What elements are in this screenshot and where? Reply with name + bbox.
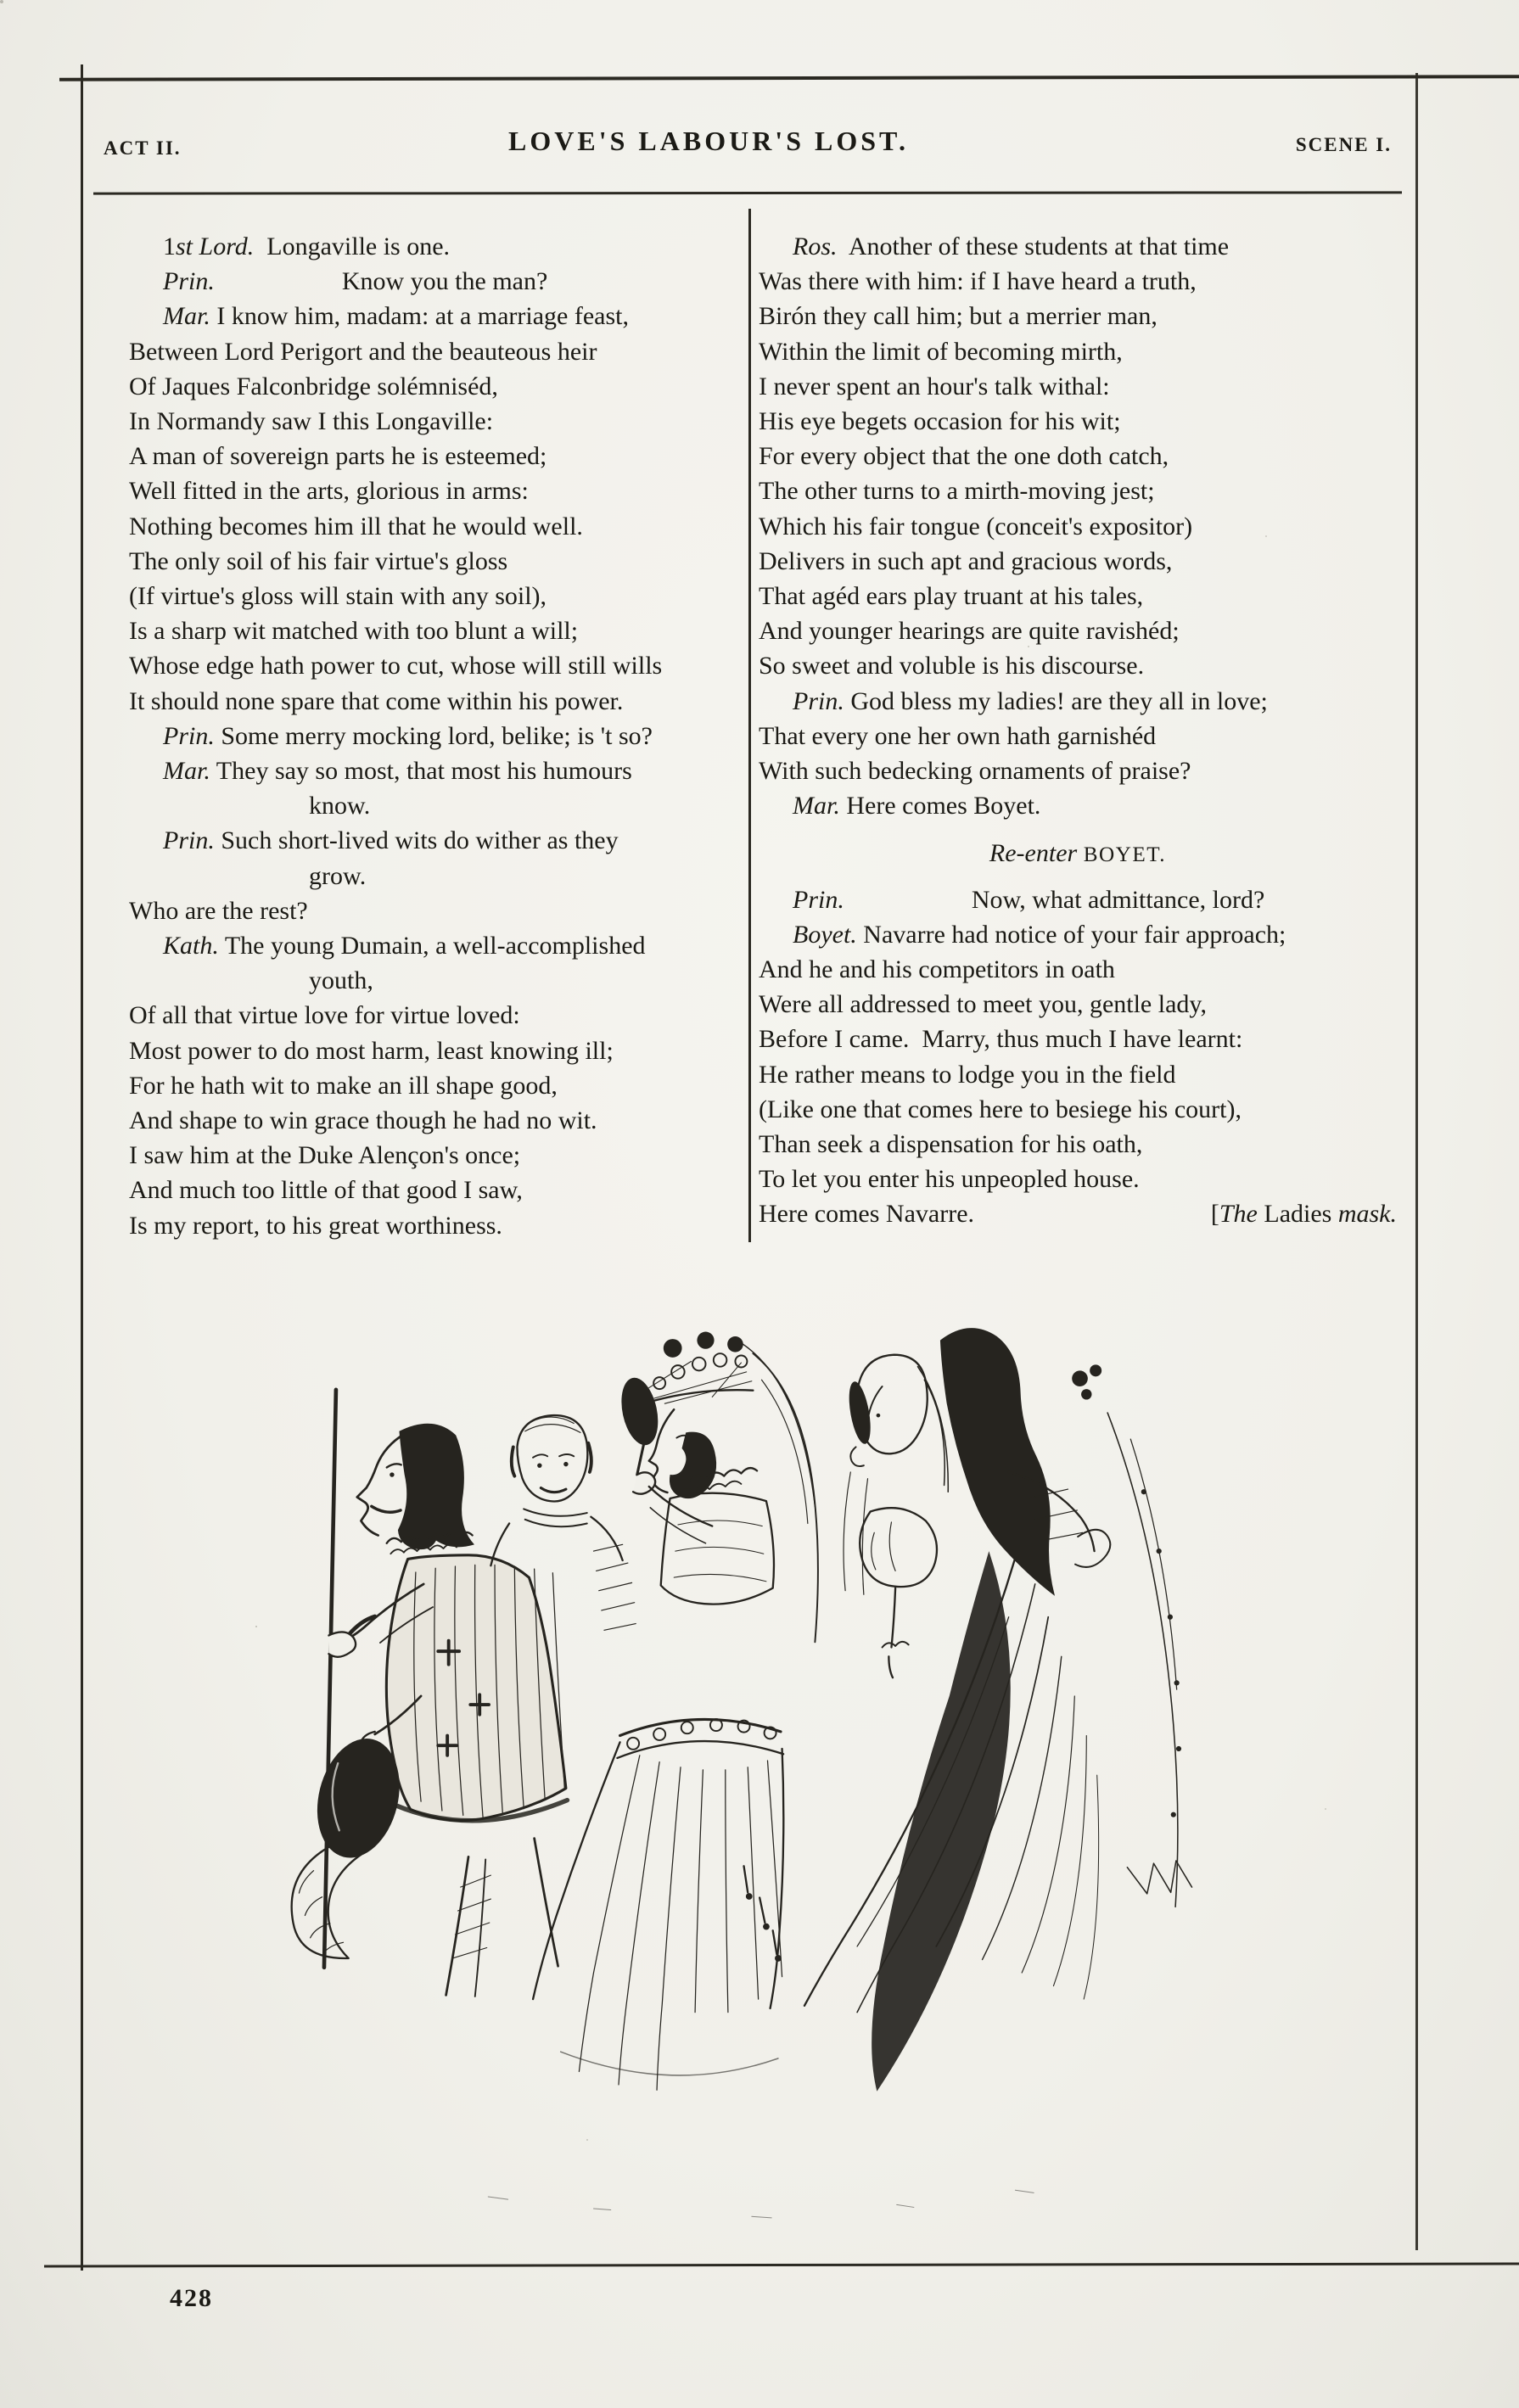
verse-segment: Who are the rest? [129, 896, 308, 925]
verse-segment: Of Jaques Falconbridge solémniséd, [129, 372, 498, 400]
verse-segment: And much too little of that good I saw, [129, 1176, 523, 1205]
verse-segment: The [1219, 1200, 1258, 1229]
verse-segment: That every one her own hath garnishéd [759, 721, 1157, 750]
verse-segment: Prin. [163, 267, 215, 296]
verse-segment: Mar. [163, 302, 210, 331]
verse-line [129, 473, 728, 508]
text-column-left [129, 229, 728, 1243]
verse-segment: youth, [309, 966, 373, 995]
verse-segment: Of all that virtue love for virtue loved: [129, 1001, 520, 1030]
verse-segment: Most power to do most harm, least knowing ill; [129, 1036, 614, 1065]
verse-line [759, 509, 1397, 544]
verse-line [129, 1033, 728, 1068]
verse-segment: Prin. [793, 885, 844, 914]
verse-line [129, 893, 728, 928]
verse-line [129, 334, 728, 369]
verse-segment: Before I came. Marry, thus much I have learnt: [759, 1025, 1243, 1054]
verse-segment: Than seek a dispensation for his oath, [759, 1130, 1143, 1159]
verse-line [759, 404, 1397, 439]
verse-segment: Kath. [163, 932, 219, 960]
verse-line [759, 579, 1397, 613]
verse-line [129, 928, 728, 963]
verse-line [129, 369, 728, 404]
verse-segment: The young Dumain, a well-accomplished [218, 932, 646, 960]
verse-segment: Re-enter [989, 839, 1084, 868]
verse-segment: Birón they call him; but a merrier man, [759, 302, 1157, 331]
verse-segment: Ros. [793, 232, 838, 260]
verse-segment: So sweet and voluble is his discourse. [759, 652, 1145, 680]
verse-line [129, 998, 728, 1033]
verse-line [759, 299, 1397, 333]
verse-segment: I saw him at the Duke Alençon's once; [129, 1141, 521, 1170]
verse-segment: It should none spare that come within his power. [129, 686, 624, 715]
bottom-rule [44, 2262, 1519, 2267]
verse-segment: know. [309, 792, 371, 820]
verse-segment: Which his fair tongue (conceit's expositor) [759, 512, 1193, 540]
verse-line [129, 823, 728, 858]
verse-segment: Between Lord Perigort and the beauteous heir [129, 337, 597, 366]
inline-stage-direction [1211, 1196, 1397, 1231]
verse-segment: And he and his competitors in oath [759, 955, 1115, 984]
verse-segment: Whose edge hath power to cut, whose will still wills [129, 652, 663, 680]
verse-line [759, 1022, 1397, 1056]
verse-segment: st Lord. [176, 232, 255, 260]
verse-line [759, 1162, 1397, 1196]
verse-segment: Such short-lived wits do wither as they [214, 826, 619, 855]
verse-line [759, 613, 1397, 648]
verse-segment: mask. [1337, 1200, 1397, 1229]
verse-line [129, 299, 728, 333]
verse-segment: Longaville is one. [254, 232, 451, 260]
verse-line [759, 544, 1397, 579]
verse-segment: BOYET. [1083, 843, 1167, 867]
verse-line [759, 369, 1397, 404]
verse-segment: Know you the man? [341, 267, 548, 296]
verse-segment: For he hath wit to make an ill shape good, [129, 1071, 558, 1100]
verse-segment: Mar. [163, 757, 210, 786]
verse-line [759, 1196, 1397, 1231]
verse-segment: With such bedecking ornaments of praise? [759, 757, 1191, 786]
verse-line [129, 753, 728, 788]
verse-segment: Here comes Boyet. [839, 792, 1041, 820]
verse-line-start [759, 1196, 974, 1231]
verse-segment: grow. [309, 861, 367, 890]
text-column-right [759, 229, 1397, 1232]
verse-line [129, 404, 728, 439]
verse-line [129, 613, 728, 648]
staff [324, 1390, 336, 1968]
verse-line [129, 544, 728, 579]
page-border-right [1415, 73, 1418, 2250]
scan-specks [0, 0, 3, 3]
verse-segment: Here comes Navarre. [759, 1200, 975, 1229]
verse-line [759, 1127, 1397, 1162]
verse-line [759, 753, 1397, 788]
verse-line [759, 264, 1397, 299]
running-header-title: LOVE'S LABOUR'S LOST. [508, 126, 909, 156]
verse-segment: Delivers in such apt and gracious words, [759, 546, 1173, 575]
verse-segment: Is my report, to his great worthiness. [129, 1211, 502, 1240]
verse-line [129, 859, 728, 893]
procession-engraving [250, 1274, 1273, 2259]
verse-segment: His eye begets occasion for his wit; [759, 407, 1121, 436]
verse-line [129, 788, 728, 823]
verse-line [129, 1208, 728, 1243]
verse-segment: Is a sharp wit matched with too blunt a will; [129, 617, 579, 646]
running-header-scene: SCENE I. [1295, 134, 1392, 155]
verse-line [129, 719, 728, 753]
verse-segment: In Normandy saw I this Longaville: [129, 407, 494, 436]
verse-segment: I know him, madam: at a marriage feast, [210, 302, 629, 331]
page-border-left [81, 64, 83, 2271]
verse-line [759, 719, 1397, 753]
verse-line [129, 229, 728, 264]
verse-line [129, 439, 728, 473]
verse-segment: Within the limit of becoming mirth, [759, 337, 1123, 366]
column-divider [748, 209, 751, 1242]
verse-segment: Navarre had notice of your fair approach; [856, 920, 1286, 949]
verse-line [129, 264, 728, 299]
verse-segment: A man of sovereign parts he is esteemed; [129, 442, 547, 471]
verse-segment: For every object that the one doth catch, [759, 442, 1169, 471]
verse-segment: Now, what admittance, lord? [971, 885, 1265, 914]
verse-line [759, 229, 1397, 264]
verse-segment: The other turns to a mirth-moving jest; [759, 477, 1155, 506]
verse-segment: Prin. [163, 721, 215, 750]
verse-segment: And younger hearings are quite ravishéd; [759, 617, 1180, 646]
verse-line [759, 473, 1397, 508]
verse-segment: Mar. [793, 792, 840, 820]
verse-segment: Were all addressed to meet you, gentle lady, [759, 990, 1207, 1019]
verse-line [129, 1173, 728, 1207]
verse-line [129, 509, 728, 544]
verse-segment: They say so most, that most his humours [210, 757, 632, 786]
verse-segment: 1 [163, 232, 176, 260]
verse-line [759, 917, 1397, 952]
verse-line [129, 1138, 728, 1173]
verse-line [129, 963, 728, 998]
top-rule [59, 75, 1519, 81]
verse-segment: God bless my ladies! are they all in love; [844, 686, 1268, 715]
verse-segment: [ [1210, 1200, 1219, 1229]
verse-segment: That agéd ears play truant at his tales, [759, 582, 1144, 611]
verse-segment: (If virtue's gloss will stain with any soil), [129, 582, 547, 611]
verse-line [129, 1103, 728, 1138]
verse-segment: Boyet. [793, 920, 857, 949]
verse-segment: (Like one that comes here to besiege his court), [759, 1095, 1242, 1123]
verse-line [129, 579, 728, 613]
verse-line [759, 684, 1397, 719]
verse-segment: Prin. [793, 686, 844, 715]
verse-line [759, 334, 1397, 369]
verse-segment: I never spent an hour's talk withal: [759, 372, 1110, 400]
verse-line [129, 1068, 728, 1103]
verse-line [759, 1057, 1397, 1092]
verse-line [759, 1092, 1397, 1127]
verse-line [129, 648, 728, 683]
stage-direction [759, 836, 1397, 872]
verse-segment: The only soil of his fair virtue's gloss [129, 546, 508, 575]
verse-segment: Prin. [163, 826, 215, 855]
verse-segment: Ladies [1257, 1200, 1338, 1229]
verse-line [759, 439, 1397, 473]
verse-segment: Well fitted in the arts, glorious in arms: [129, 477, 529, 506]
running-header-act: ACT II. [104, 137, 182, 159]
verse-line [759, 987, 1397, 1022]
verse-line [759, 882, 1397, 917]
verse-line [759, 788, 1397, 823]
verse-segment: Some merry mocking lord, belike; is 't so? [214, 721, 653, 750]
verse-segment: He rather means to lodge you in the field [759, 1060, 1176, 1089]
page-number: 428 [170, 2284, 213, 2312]
verse-line [129, 684, 728, 719]
verse-segment: And shape to win grace though he had no wit. [129, 1106, 597, 1135]
header-underline [93, 191, 1402, 194]
verse-segment: Another of these students at that time [837, 232, 1230, 260]
verse-segment: Nothing becomes him ill that he would well. [129, 512, 583, 540]
verse-line [759, 648, 1397, 683]
verse-segment: Was there with him: if I have heard a truth, [759, 267, 1197, 296]
verse-segment: To let you enter his unpeopled house. [759, 1165, 1140, 1194]
verse-line [759, 952, 1397, 987]
